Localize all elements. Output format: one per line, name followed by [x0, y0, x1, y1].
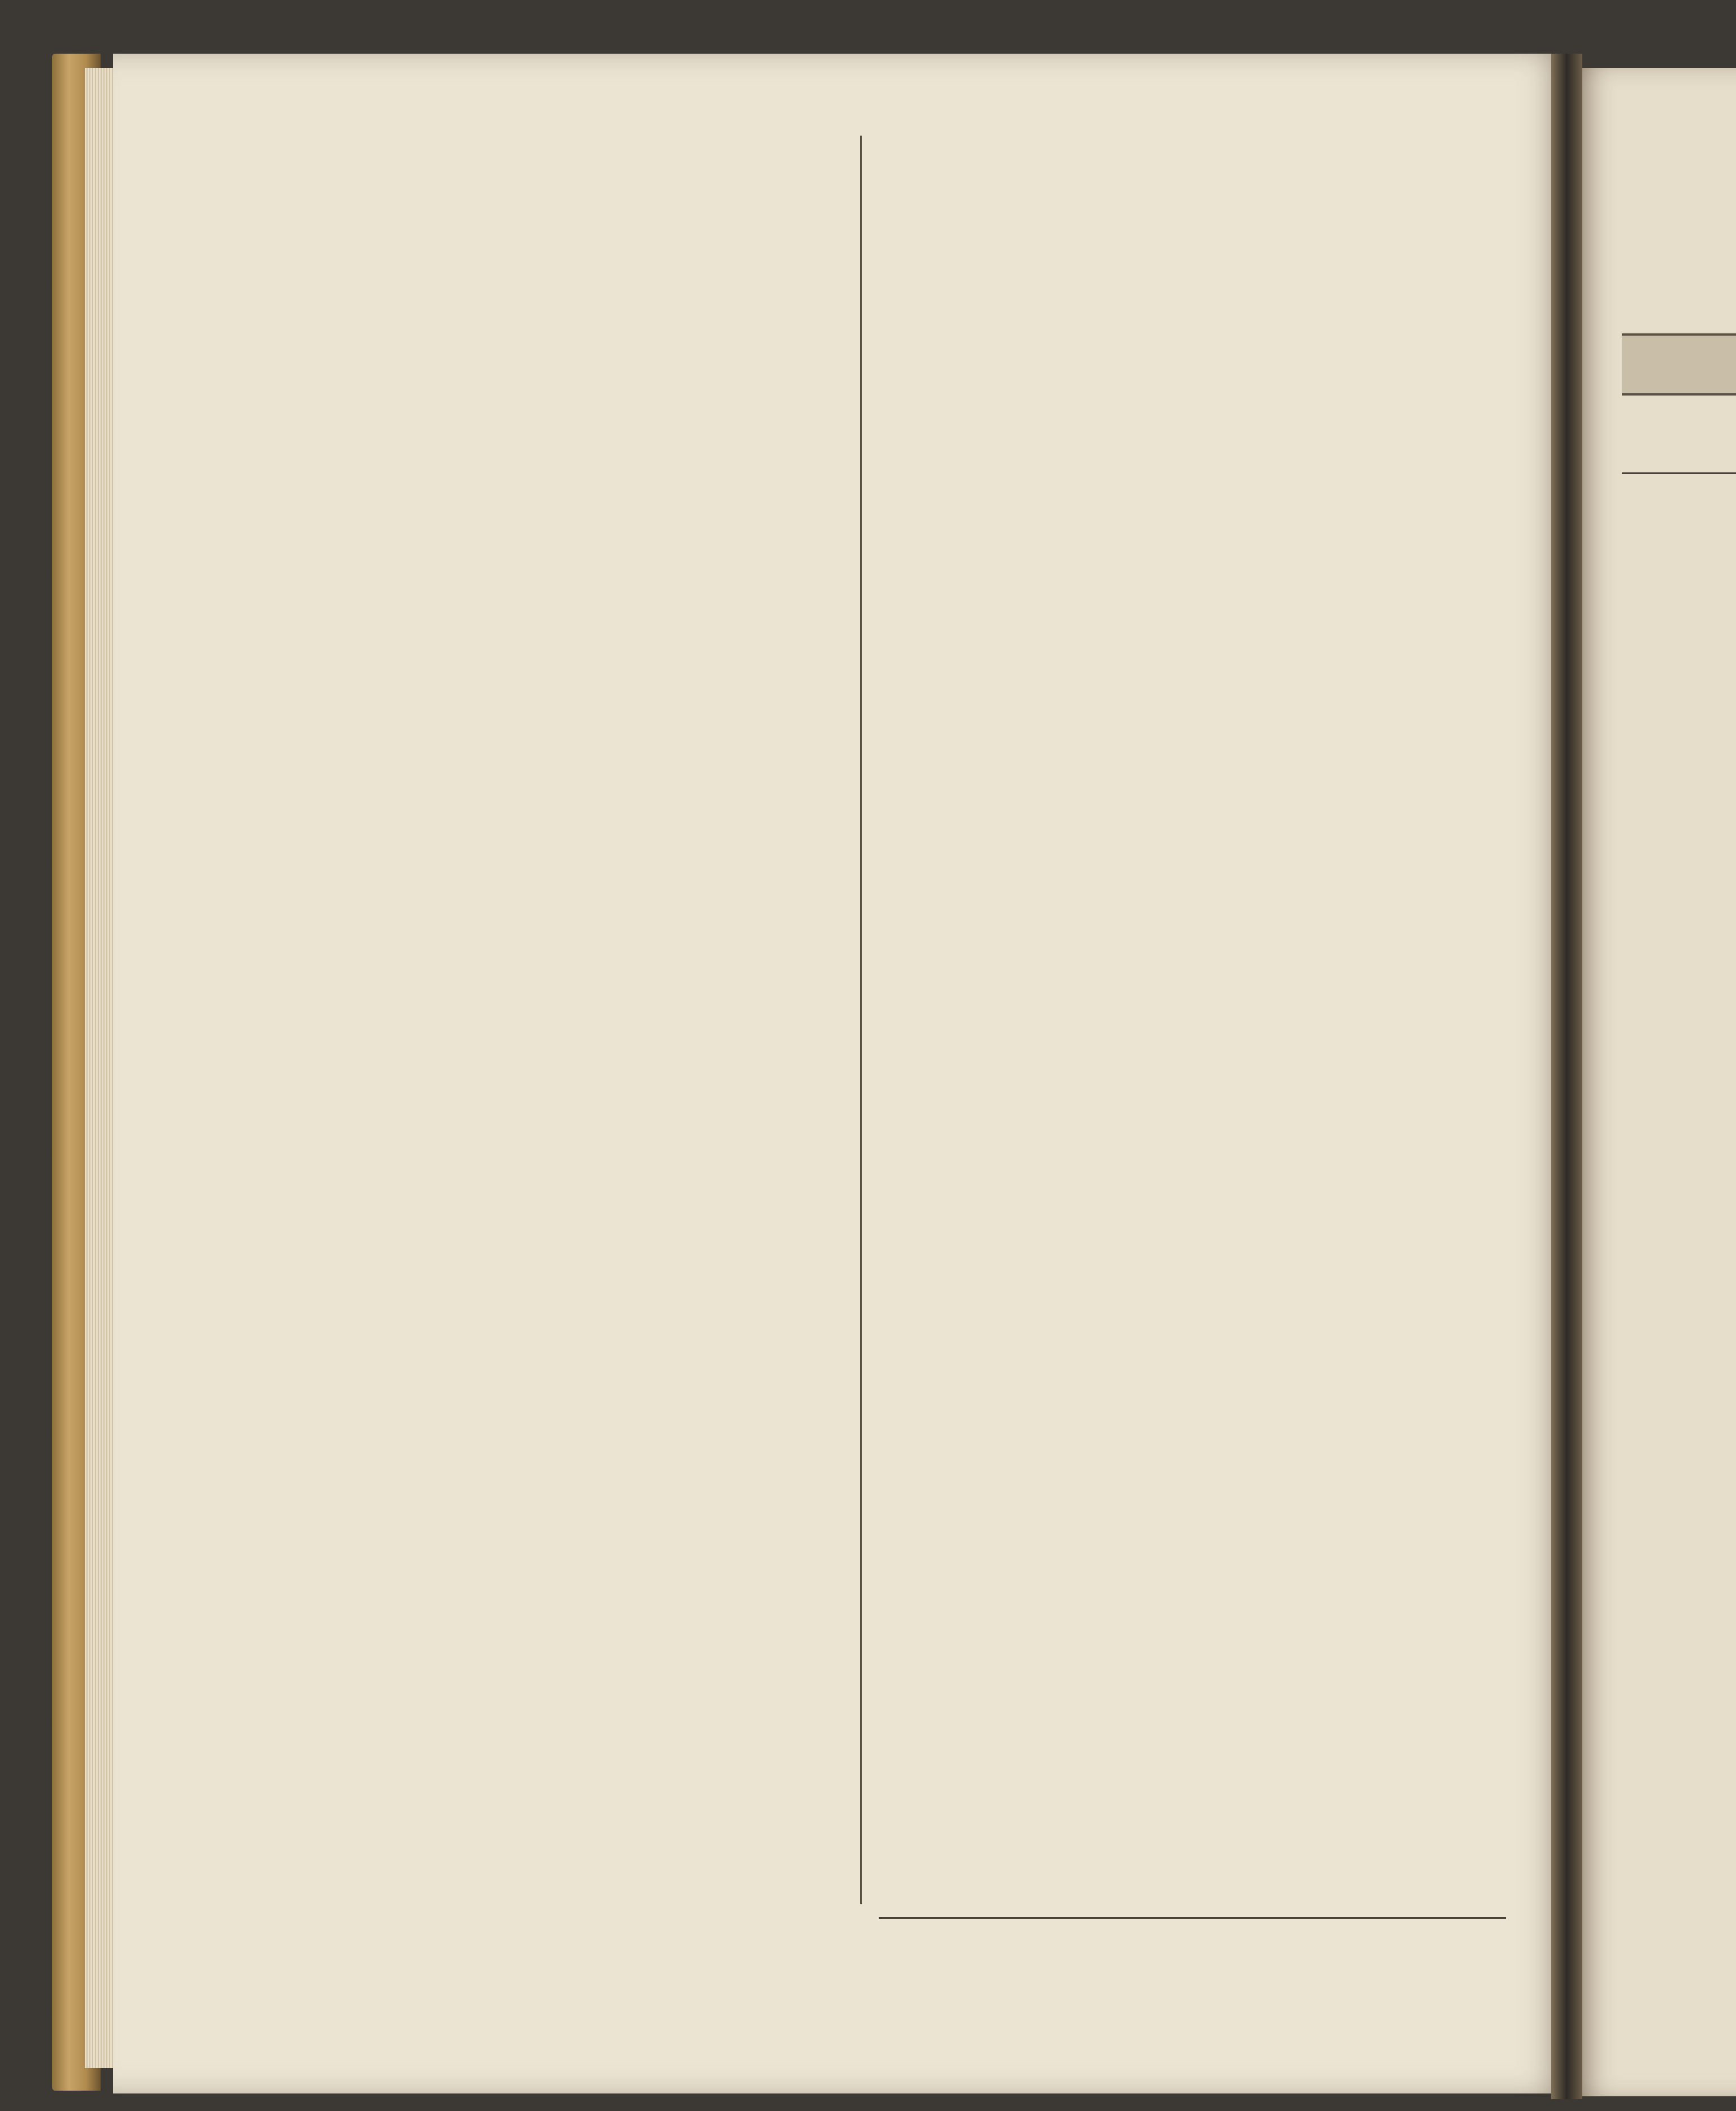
text-column-left [249, 133, 848, 1913]
issue-band [1622, 333, 1736, 396]
column-divider [860, 136, 862, 1904]
footer-rule [879, 1917, 1506, 1919]
text-column-right [879, 133, 1506, 1913]
book-gutter [1551, 54, 1582, 2099]
right-page-rule [1622, 472, 1736, 474]
